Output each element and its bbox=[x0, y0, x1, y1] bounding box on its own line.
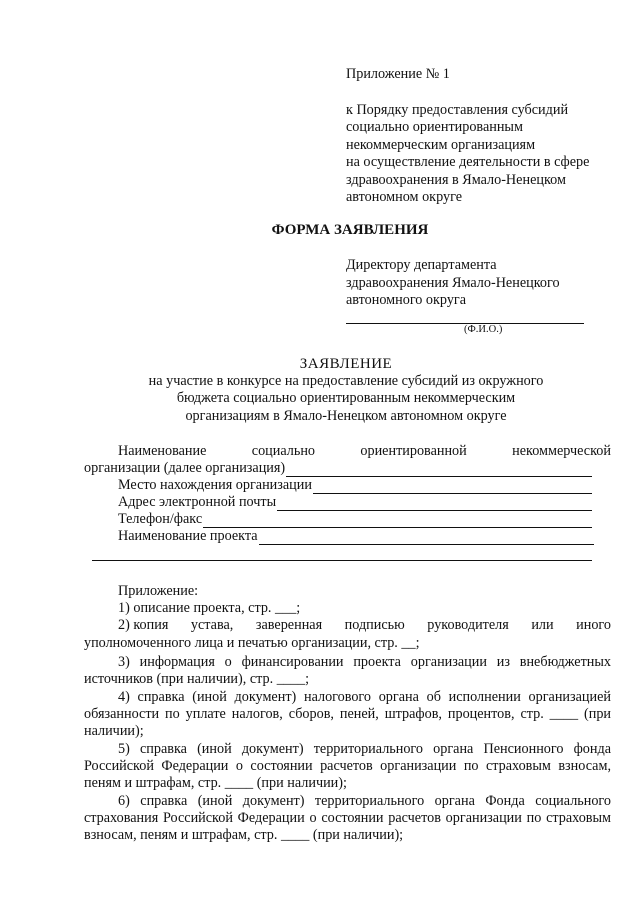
phone-line[interactable] bbox=[203, 514, 592, 528]
address-line: к Порядку предоставления субсидий bbox=[346, 102, 569, 118]
address-line: здравоохранения в Ямало-Ненецком bbox=[346, 171, 566, 188]
fio-label: (Ф.И.О.) bbox=[464, 324, 503, 335]
project-line[interactable] bbox=[259, 531, 594, 545]
statement-title: ЗАЯВЛЕНИЕ bbox=[299, 356, 393, 372]
project-field[interactable] bbox=[118, 528, 594, 545]
appendix-item-1: 1) описание проекта, стр. ___; bbox=[118, 600, 301, 616]
address-line: автономном округе bbox=[346, 189, 462, 206]
org-name-first-line bbox=[118, 443, 611, 460]
address-line: социально ориентированным bbox=[346, 119, 523, 136]
location-line[interactable] bbox=[313, 480, 592, 494]
appendix-item-2 bbox=[118, 617, 611, 634]
location-label: Место нахождения организации bbox=[118, 477, 312, 493]
email-field[interactable] bbox=[118, 494, 592, 511]
attachment-address bbox=[346, 102, 589, 206]
appendix-item-6 bbox=[84, 793, 611, 845]
org-name-word: Наименование bbox=[118, 443, 207, 459]
project-continuation-line[interactable] bbox=[92, 560, 592, 561]
item6-text: 6) справка (иной документ) территориального органа Фонда социального страхования Российской Федерации о состоянии расчетов организации по страховым взносам, пеням и штрафам, стр. ____ (при наличии); bbox=[84, 793, 611, 844]
subtitle-line: на участие в конкурсе на предоставление субсидий из окружного bbox=[148, 373, 544, 389]
email-line[interactable] bbox=[277, 497, 592, 511]
address-line: на осуществление деятельности в сфере bbox=[346, 154, 590, 171]
appendix-item-5 bbox=[84, 741, 611, 793]
director-line: Директору департамента bbox=[346, 257, 497, 273]
statement-subtitle bbox=[0, 373, 640, 425]
form-title: ФОРМА ЗАЯВЛЕНИЯ bbox=[271, 222, 429, 238]
appendix-title: Приложение: bbox=[118, 583, 199, 599]
appendix-item-3 bbox=[84, 654, 611, 688]
appendix-item-4 bbox=[84, 689, 611, 741]
phone-label: Телефон/факс bbox=[118, 511, 203, 527]
item2-word: устава, bbox=[190, 617, 234, 633]
project-label: Наименование проекта bbox=[118, 528, 258, 544]
item2-word: или bbox=[531, 617, 554, 633]
subtitle-line: бюджета социально ориентированным некоммерческим bbox=[176, 390, 516, 407]
director-address bbox=[346, 257, 560, 310]
org-name-field[interactable] bbox=[84, 460, 592, 477]
org-name-line[interactable] bbox=[286, 463, 592, 477]
item5-text: 5) справка (иной документ) территориального органа Пенсионного фонда Российской Федерации о состоянии расчетов организации по страховым взносам, пеням и штрафам, стр. ____ (при наличии); bbox=[84, 741, 611, 792]
item2-word: 2) копия bbox=[118, 617, 169, 633]
director-line: автономного округа bbox=[346, 292, 467, 309]
attachment-label: Приложение № 1 bbox=[346, 66, 450, 82]
email-label: Адрес электронной почты bbox=[118, 494, 277, 510]
org-name-label: организации (далее организация) bbox=[84, 460, 286, 476]
item2-word: заверенная bbox=[255, 617, 323, 633]
item3-text: 3) информация о финансировании проекта организации из внебюджетных источников (при наличии), стр. ____; bbox=[84, 654, 611, 688]
item4-text: 4) справка (иной документ) налогового органа об исполнении организацией обязанности по уплате налогов, сборов, пеней, штрафов, процентов, стр. ____ (при наличии); bbox=[84, 689, 611, 740]
subtitle-line: организациям в Ямало-Ненецком автономном округе bbox=[185, 407, 507, 424]
org-name-word: некоммерческой bbox=[512, 443, 611, 459]
org-name-word: ориентированной bbox=[360, 443, 467, 459]
address-line: некоммерческим организациям bbox=[346, 136, 536, 153]
item2-word: иного bbox=[576, 617, 611, 633]
org-name-word: социально bbox=[251, 443, 316, 459]
appendix-item-2-cont: уполномоченного лица и печатью организации, стр. __; bbox=[84, 635, 420, 651]
phone-field[interactable] bbox=[118, 511, 592, 528]
director-line: здравоохранения Ямало-Ненецкого bbox=[346, 274, 560, 291]
item2-word: подписью bbox=[344, 617, 405, 633]
item2-word: руководителя bbox=[427, 617, 509, 633]
location-field[interactable] bbox=[118, 477, 592, 494]
